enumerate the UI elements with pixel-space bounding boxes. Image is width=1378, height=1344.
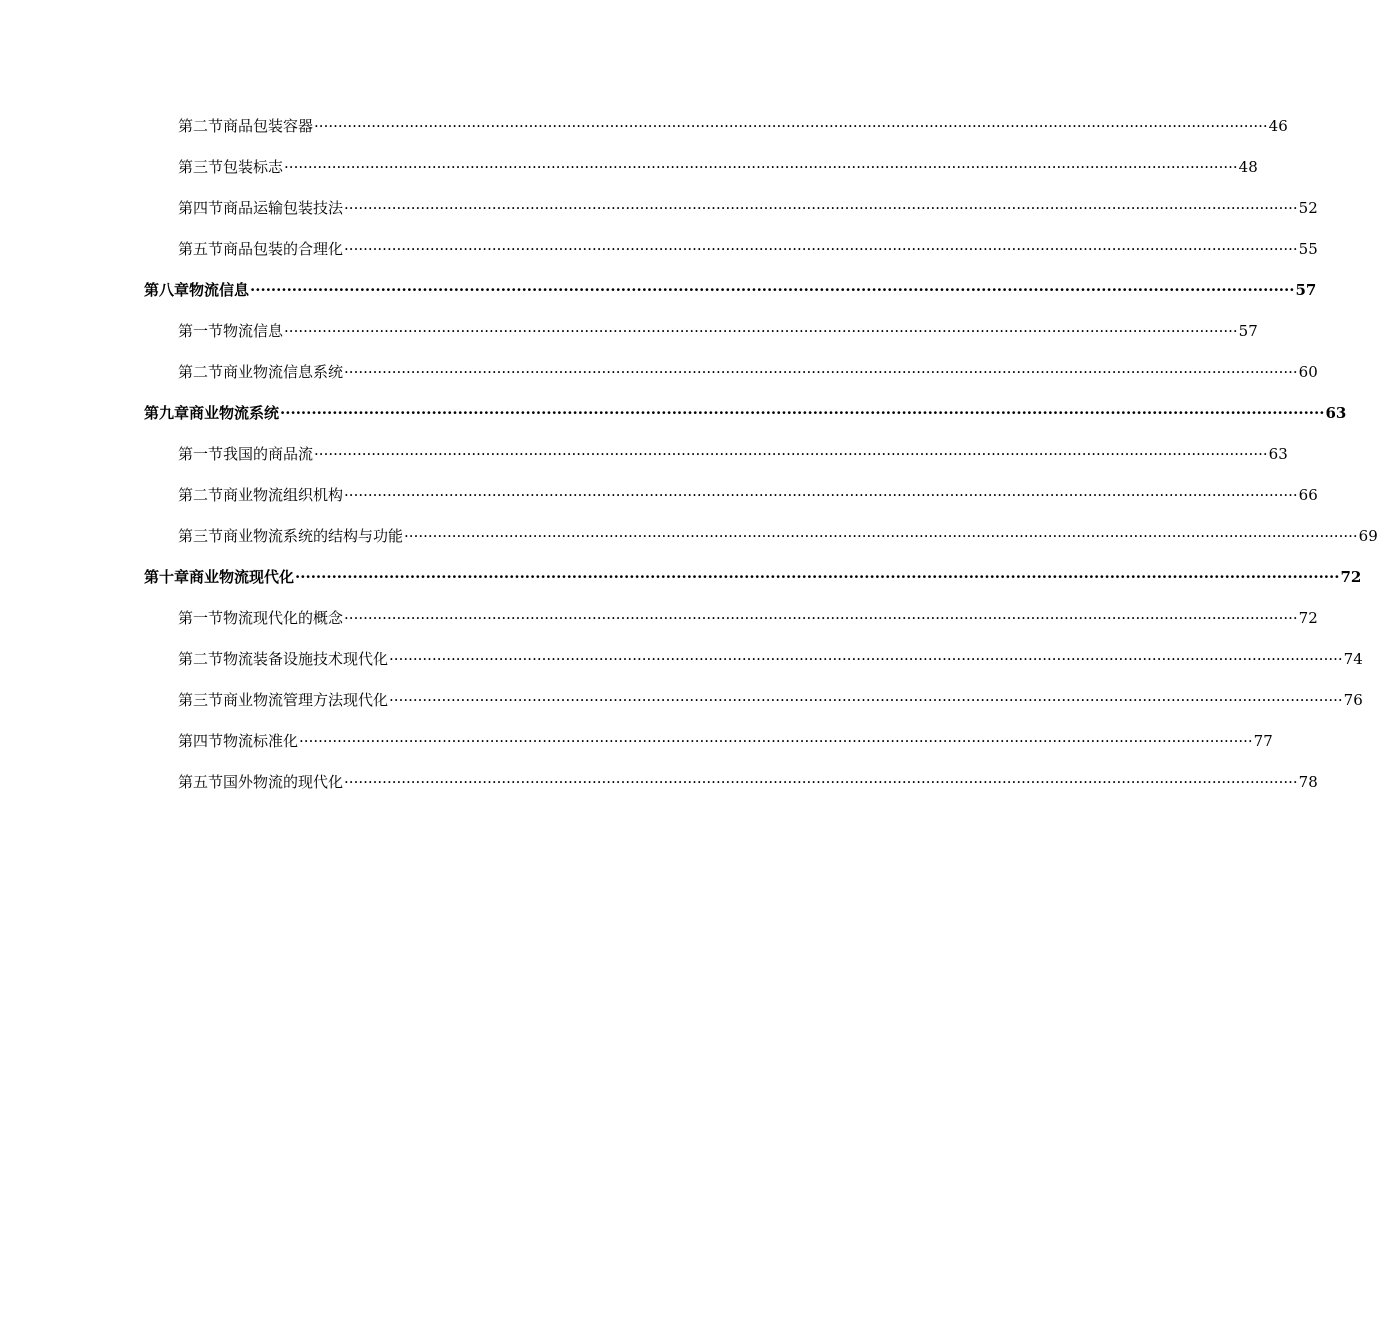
toc-dot-leader: ········································································································································································································	[404, 527, 1358, 545]
toc-entry-page: 46	[1268, 117, 1288, 135]
toc-entry-title: 包装标志	[223, 158, 284, 176]
toc-entry-title: 商业物流现代化	[189, 568, 295, 586]
toc-entry-page: 66	[1298, 486, 1318, 504]
toc-entry-page: 60	[1298, 363, 1318, 381]
toc-entry-title: 物流现代化的概念	[223, 609, 344, 627]
toc-entry-page: 72	[1298, 609, 1318, 627]
toc-entry-page: 77	[1253, 732, 1273, 750]
toc-dot-leader: ········································································································································································································	[344, 773, 1298, 791]
toc-entry-section[interactable]	[0, 154, 1258, 195]
toc-entry-page: 52	[1298, 199, 1318, 217]
toc-dot-leader: ········································································································································································································	[389, 691, 1343, 709]
toc-entry-number: 第一节	[178, 445, 224, 463]
toc-dot-leader: ········································································································································································································	[280, 404, 1325, 422]
toc-dot-leader: ········································································································································································································	[284, 322, 1238, 340]
toc-entry-section[interactable]	[0, 687, 1363, 728]
toc-entry-page: 74	[1343, 650, 1363, 668]
toc-entry-number: 第三节	[178, 158, 224, 176]
toc-entry-number: 第四节	[178, 732, 224, 750]
toc-dot-leader: ········································································································································································································	[314, 445, 1268, 463]
toc-entry-title: 商品包装的合理化	[223, 240, 344, 258]
toc-entry-title: 商业物流系统的结构与功能	[223, 527, 404, 545]
toc-entry-number: 第十章	[144, 568, 190, 586]
toc-entry-number: 第五节	[178, 773, 224, 791]
table-of-contents	[0, 113, 1378, 810]
toc-dot-leader: ········································································································································································································	[299, 732, 1253, 750]
toc-entry-page: 78	[1298, 773, 1318, 791]
toc-dot-leader: ········································································································································································································	[389, 650, 1343, 668]
toc-entry-title: 商业物流系统	[189, 404, 280, 422]
toc-entry-section[interactable]	[0, 482, 1318, 523]
toc-entry-number: 第九章	[144, 404, 190, 422]
toc-entry-number: 第三节	[178, 691, 224, 709]
toc-dot-leader: ········································································································································································································	[344, 609, 1298, 627]
toc-entry-section[interactable]	[0, 441, 1288, 482]
toc-entry-number: 第三节	[178, 527, 224, 545]
toc-entry-title: 物流装备设施技术现代化	[223, 650, 389, 668]
toc-entry-section[interactable]	[0, 195, 1318, 236]
toc-entry-page: 55	[1298, 240, 1318, 258]
toc-dot-leader: ········································································································································································································	[250, 281, 1295, 299]
toc-dot-leader: ········································································································································································································	[314, 117, 1268, 135]
toc-entry-section[interactable]	[0, 728, 1273, 769]
toc-entry-title: 商业物流管理方法现代化	[223, 691, 389, 709]
toc-entry-section[interactable]	[0, 646, 1363, 687]
toc-entry-title: 物流信息	[223, 322, 284, 340]
toc-entry-title: 商业物流组织机构	[223, 486, 344, 504]
toc-entry-number: 第一节	[178, 609, 224, 627]
toc-entry-section[interactable]	[0, 113, 1288, 154]
toc-entry-section[interactable]	[0, 236, 1318, 277]
toc-entry-page: 63	[1268, 445, 1288, 463]
toc-entry-page: 69	[1358, 527, 1378, 545]
toc-entry-number: 第二节	[178, 363, 224, 381]
toc-entry-number: 第一节	[178, 322, 224, 340]
toc-entry-number: 第八章	[144, 281, 190, 299]
toc-entry-title: 国外物流的现代化	[223, 773, 344, 791]
toc-dot-leader: ········································································································································································································	[344, 240, 1298, 258]
toc-entry-page: 57	[1295, 281, 1317, 299]
toc-entry-number: 第二节	[178, 650, 224, 668]
toc-entry-title: 物流标准化	[223, 732, 299, 750]
toc-dot-leader: ········································································································································································································	[284, 158, 1238, 176]
toc-entry-title: 商品运输包装技法	[223, 199, 344, 217]
toc-entry-number: 第二节	[178, 486, 224, 504]
toc-entry-page: 63	[1325, 404, 1347, 422]
toc-entry-page: 72	[1340, 568, 1362, 586]
toc-dot-leader: ········································································································································································································	[295, 568, 1340, 586]
toc-entry-title: 商品包装容器	[223, 117, 314, 135]
toc-dot-leader: ········································································································································································································	[344, 486, 1298, 504]
toc-entry-chapter[interactable]	[0, 564, 1362, 605]
toc-entry-number: 第四节	[178, 199, 224, 217]
toc-dot-leader: ········································································································································································································	[344, 199, 1298, 217]
toc-entry-section[interactable]	[0, 605, 1318, 646]
toc-entry-chapter[interactable]	[0, 277, 1317, 318]
toc-entry-number: 第二节	[178, 117, 224, 135]
toc-entry-number: 第五节	[178, 240, 224, 258]
toc-entry-title: 我国的商品流	[223, 445, 314, 463]
toc-entry-title: 商业物流信息系统	[223, 363, 344, 381]
toc-entry-section[interactable]	[0, 359, 1318, 400]
toc-entry-title: 物流信息	[189, 281, 250, 299]
toc-entry-page: 76	[1343, 691, 1363, 709]
toc-entry-section[interactable]	[0, 523, 1378, 564]
toc-entry-page: 57	[1238, 322, 1258, 340]
toc-entry-section[interactable]	[0, 769, 1318, 810]
toc-dot-leader: ········································································································································································································	[344, 363, 1298, 381]
toc-entry-section[interactable]	[0, 318, 1258, 359]
toc-entry-chapter[interactable]	[0, 400, 1347, 441]
toc-entry-page: 48	[1238, 158, 1258, 176]
